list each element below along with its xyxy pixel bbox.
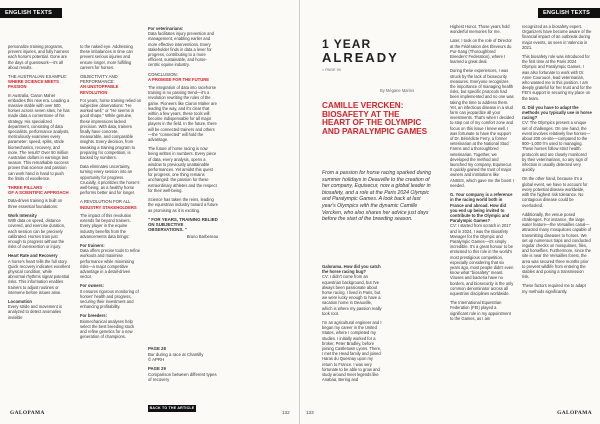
paragraph: Highest Honor. Those years hold wonderful memories for me.: [450, 24, 510, 35]
paragraph: recognized as a biosafety expert. Organizers have become aware of the financial impact of an outbreak during major events, as seen in Valencia in 2021.: [522, 24, 592, 50]
paragraph: With data on speed, distance covered, and exercise duration, each session can be precisely calibrated. Horses train just enough to progress without the risks of overexertion or injury.: [8, 218, 66, 250]
subtitle-emphasis: INDUSTRY STAKEHOLDERS: [80, 204, 137, 210]
paragraph: Data eliminates uncertainty, turning every session into an opportunity for progress. Crucially, it prioritizes the horse's well-being, as a healthy horse performs better and for longer.: [80, 164, 140, 196]
paragraph: For years, horse training relied on subjective observations: "He worked well," or "He seems in good shape." While genuine, these impressions lacked precision. With data, trainers finally have concrete, measurable, and comparable insights. Every decision, from tweaking a training program to preparing for competition, is backed by numbers.: [80, 97, 142, 161]
subheading: Locomotion: [8, 298, 32, 304]
section-tab: ENGLISH TEXTS: [0, 8, 62, 18]
paragraph: A horse's heart tells the full story. Quick recovery indicates excellent physical condition, while abnormal rhythms signal potential risks. This information enables trainers to adjust routines or intervene before issues arise.: [8, 258, 70, 295]
subtitle-emphasis: AN UNSTOPPABLE REVOLUTION: [80, 84, 119, 95]
paragraph: I'm an agricultural engineer and I began my career in the United States, where I completed my studies. I initially worked for a broker, Peter Bradley, before joining Castletown Lyons. There, I met the Head family and joined Haras du Quesnay upon my return to France. I was very fortunate to be able to grow and study around meet legends like Anabaa, Bering and: [322, 320, 382, 383]
text-column-3: [450, 24, 514, 325]
page-number: 133: [306, 410, 314, 415]
subheading: Work Intensity: [8, 212, 37, 218]
paragraph: During these experiences, I was struck by the lack of biosecurity measures. Everyone recognizes the importance of managing health risks, but specific protocols had been implemented and no one was taking the time to address them. Yet, an infectious disease in a stud farm can jeopardize all your investments. That's when I decided to step out of my comfort zone and focus on this issue I knew well. I was fortunate to have the support of Dr. Bénédicte Ferry, a former veterinarian at the National Stud Farms and a thoroughbred veterinarian. Together, we developed the method and launched my company, Equisecur. It quickly gained the trust of major owners and institutions like ANSES, which gave me the boost I needed.: [450, 68, 514, 188]
byline: By Mégane Marins: [380, 88, 415, 93]
paragraph: The impact of this revolution extends far beyond trainers. Every player in the equine industry benefits from the advancements data brings:: [80, 212, 132, 239]
interview-question: Galorama. How did you catch the horse racing bug?: [322, 264, 381, 275]
paragraph: These factors required me to adapt my methods significantly.: [522, 283, 586, 294]
paragraph: The International Equestrian Federation (FEI) played a significant role in my appointment to the Games, as I am: [450, 300, 511, 321]
paragraph: Biomechanical analyses help select the best breeding stock and refine genetics for a new generation of champions.: [80, 318, 135, 340]
right-page: [300, 0, 600, 424]
author-signature: Bruno Barbereau: [186, 234, 218, 240]
figure-page-label: PAGE 29: [148, 365, 166, 371]
subheading: For breeders:: [80, 313, 107, 319]
paragraph: In Australia, Ciaron Maher embodies this new era. Leading a massive stable with over 600 horses across seven sites, he has made data a cornerstone of his strategy. His specialized department, consisting of data specialists, performance analysts, meticulously examines every parameter: speed, splits, stride biomechanics, recovery, and more. The result? Over 50 million Australian dollars in earnings last season. This remarkable success proves that science and passion can work hand in hand to push the limits of excellence.: [8, 92, 70, 181]
paragraph: Data offers precise tools to refine workouts and maximise performance while minimising risks—a major competitive advantage in a detail-driven sector.: [80, 248, 140, 280]
page-number: 132: [282, 410, 290, 415]
paragraph: Every stride and movement is analyzed to detect anomalies invisible: [8, 304, 62, 320]
paragraph: CV: The Olympics present a unique set of challenges. On one hand, the event involves relatively few horses—about 200 on-site—compared to the 800–1,000 I'm used to managing. These horses follow strict health protocols and are closely monitored by their veterinarians, so any sign of infection is usually detected very quickly.: [522, 120, 591, 173]
page-reference: > PAGE 90: [322, 68, 341, 72]
paragraph: The future of horse racing is now being written in numbers. Every piece of data, every analysis, opens a window to previously unattainable performances. Yet amidst this quest for progress, one thing remains unchanged: the passion for these extraordinary athletes and the respect for their well-being.: [148, 146, 217, 193]
paragraph: Later, I took on the role of Director at the Fédération des Éleveurs du Pur-Sang (Thoroughbred Breeders' Federation), where I learned a great deal.: [450, 38, 512, 65]
subtitle-emphasis: A PROMISE FOR THE FUTURE: [148, 76, 210, 82]
section-heading: THREE PILLARS: [8, 185, 43, 191]
article-title: CAMILLE VERCKEN: BIOSAFETY AT THE HEART OF THE OLYMPIC AND PARALYMPIC GAMES: [322, 101, 428, 136]
figure-caption: Comparison between different types of recovery: [148, 371, 217, 383]
footer-logo: GALOPAMA: [557, 410, 592, 416]
interview-question: G. Did you have to adapt the methods you typically use in horse racing?: [522, 104, 592, 121]
paragraph: The integration of data into racehorse training is no passing trend—it's a revolution rewriting the rules of the game. Pioneers like Ciaron Maher are leading the way, and it's clear that within a few years, these tools will become indispensable for all major players in the field. In the future, there will be connected trainers and others—the "connected" will hold the advantage.: [148, 85, 217, 143]
paragraph: Additionally, the venue posed challenges. For instance, the large water feature—the Versailles canal—attracted many mosquitoes capable of transmitting diseases to horses. We set up numerous traps and conducted regular checks on mosquitoes, flies, and horseflies. Furthermore, since the site is near the Versailles forest, the area was secured three months prior to prevent wildlife from entering the stables and posing a transmission risk.: [522, 211, 592, 280]
paragraph: CV: I started from scratch in 2017 and in 2024, I was the Biosafety Manager for the Olympic and Paralympic Games—it's simply incredible. It's a great honour to be entrusted to this role in the world's most prestigious competition, especially considering that six years ago, most people didn't even know what "biosafety" meant. Viruses and bacteria have no borders, and biosecurity is the only common denominator across all equestrian disciplines worldwide.: [450, 223, 514, 296]
subtitle-emphasis: WHERE SCIENCE MEETS PASSION: [8, 79, 59, 90]
subheading: Heart Rate and Recovery: [8, 253, 58, 259]
headline-line-2: ALREADY: [322, 50, 399, 65]
text-column-4: [522, 24, 592, 298]
back-to-article-button[interactable]: BACK TO THE ARTICLE →: [149, 406, 195, 417]
subtitle: OBJECTIVITY AND PERFORMANCE:: [80, 74, 118, 85]
subheading: For trainers:: [80, 242, 105, 248]
paragraph: On the other hand, because it's a global event, we have to account for every potential disease worldwide, with the highest risk tolerance. No contagious disease could be overlooked.: [522, 176, 588, 208]
subtitle: THE AUSTRALIAN EXAMPLE:: [8, 74, 68, 80]
paragraph: Data-driven training is built on three essential foundations:: [8, 198, 63, 209]
section-heading: OF A SCIENTIFIC APPROACH: [8, 190, 69, 196]
text-column-3: [148, 24, 218, 240]
pull-quote: " FOR YEARS, TRAINING RELIED ON SUBJECTIVE OBSERVATIONS. ": [148, 216, 218, 233]
subtitle: CONCLUSION:: [148, 71, 178, 77]
headline-line-1: 1 YEAR: [322, 37, 372, 51]
paragraph: This biosafety role was introduced for the first time at the Paris 2024 Olympic and Paralympic Games. I was also fortunate to work with Dr. Anne Couroucé, lead veterinarian, who wanted me in this position. I am deeply grateful for her trust and for the FEI's support in securing my place on the team.: [522, 54, 592, 101]
text-column-1: [8, 44, 70, 324]
paragraph: CV: I didn't come from an equestrian background, but I've always been passionate about horse racing. I lived in Paris, but we were lucky enough to have a vacation home in Deauville, which is where my passion really took root.: [322, 274, 382, 316]
standfirst: From a passion for horse racing sparked during summer holidays in Deauville to the creation of her company, Equisecur, now a global leader in biosafety, and a role at the Paris 2024 Olympic and Paralympic Games. A look back at last year's Olympics with the dynamic Camille Vercken, who also shares her advice just days before the start of the breeding season.: [322, 170, 431, 223]
subheading: For owners:: [80, 283, 104, 289]
figure-page-label: PAGE 28: [148, 346, 166, 351]
paragraph: Science has taken the reins, leading the equestrian industry toward a future as promising as it is exciting.: [148, 197, 218, 213]
text-column-2: [322, 262, 382, 386]
paragraph: to the naked eye. Addressing these imbalances in time can prevent serious injuries and ensure longer, more fulfilling careers for horses.: [80, 44, 133, 70]
figure-credit: © APRH: [148, 357, 165, 363]
figure-captions: [148, 346, 220, 382]
interview-question: G. Your company is a reference in the racing world both in France and abroad. How did you end up being invited to contribute to the Olympic and Paralympic Games?: [450, 192, 513, 224]
paragraph: It ensures rigorous monitoring of horses' health and progress, securing their investment and enhancing profitability.: [80, 288, 139, 310]
footer-logo: GALOPAMA: [10, 410, 45, 416]
text-column-2: [80, 44, 142, 343]
section-headline: [322, 38, 432, 72]
subtitle: A REVOLUTION FOR ALL: [80, 199, 131, 205]
section-tab: ENGLISH TEXTS: [538, 8, 600, 18]
figure-caption: Bur during a race at Chantilly: [148, 352, 204, 358]
paragraph: Data facilitates injury prevention and management, enabling earlier and more effective interventions. Every stakeholder finds in data a lever for progress, contributing to a more efficient, sustainable, and horse-centric equine industry.: [148, 31, 214, 68]
subheading: For veterinarians:: [148, 26, 184, 31]
paragraph: personalize training programs, prevent injuries, and fully harness each horse's potential. Gone are the days of guesswork—it's all about results.: [8, 44, 69, 70]
